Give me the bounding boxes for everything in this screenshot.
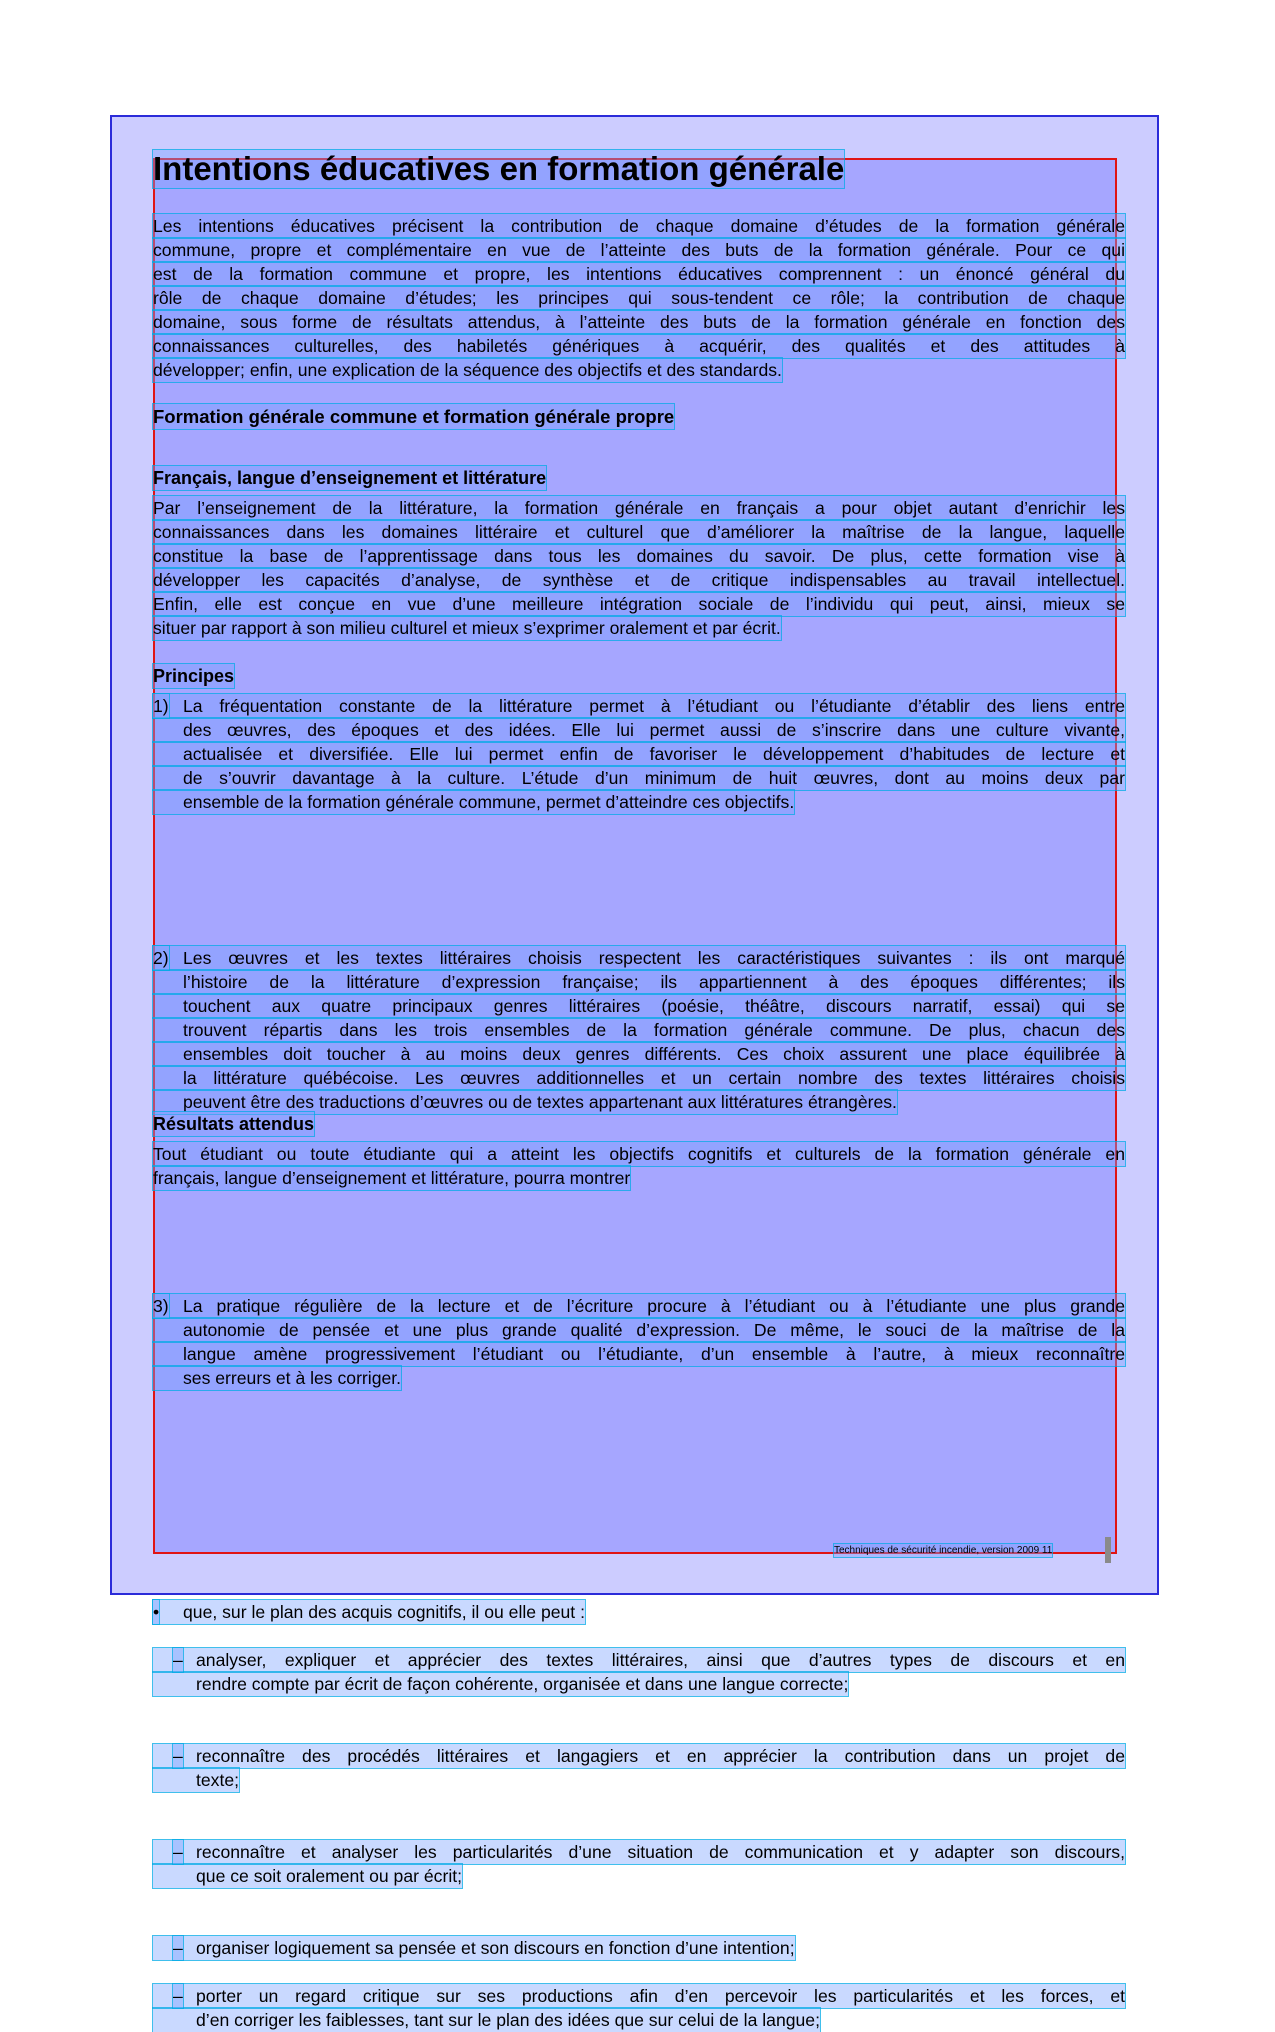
principle-line: de s’ouvrir davantage à la culture. L’étude d’un minimum de huit œuvres, dont au moins deux par xyxy=(153,766,1125,790)
intro-line: domaine, sous forme de résultats attendus, à l’atteinte des buts de la formation générale en fonction des xyxy=(153,312,1125,332)
footer-marker xyxy=(1105,1537,1111,1563)
bullet-item xyxy=(153,1600,1125,1624)
dash-marker: – xyxy=(173,1938,183,1958)
intro-line: est de la formation commune et propre, les intentions éducatives comprennent : un énoncé général du xyxy=(153,264,1125,284)
sub-item xyxy=(153,1840,1125,1888)
sub-item-line: organiser logiquement sa pensée et son discours en fonction d’une intention; xyxy=(153,1936,795,1960)
sub-item-line: texte; xyxy=(153,1768,239,1792)
principle-line: ensembles doit toucher à au moins deux genres différents. Ces choix assurent une place équilibrée à xyxy=(153,1042,1125,1066)
principle-line: actualisée et diversifiée. Elle lui permet enfin de favoriser le développement d’habitudes de lecture et xyxy=(153,742,1125,766)
paragraph-line: Enfin, elle est conçue en vue d’une meilleure intégration sociale de l’individu qui peut, ainsi, mieux se xyxy=(153,594,1125,614)
section-heading-block xyxy=(153,404,1125,429)
results-line: français, langue d’enseignement et littérature, pourra montrer xyxy=(153,1168,631,1188)
principles-heading: Principes xyxy=(153,666,235,686)
french-paragraph xyxy=(153,496,1125,640)
principles-heading-block xyxy=(153,664,1125,688)
principle-number: 1) xyxy=(153,696,169,716)
principle-number: 2) xyxy=(153,948,169,968)
bullet-marker: • xyxy=(153,1602,160,1622)
paragraph-line: Par l’enseignement de la littérature, la formation générale en français a pour objet autant d’enrichir les xyxy=(153,498,1125,518)
intro-line: connaissances culturelles, des habiletés génériques à acquérir, des qualités et des attitudes à xyxy=(153,336,1125,356)
principle-line: peuvent être des traductions d’œuvres ou de textes appartenant aux littératures étrangères. xyxy=(153,1090,897,1114)
principle-line: ensemble de la formation générale commune, permet d’atteindre ces objectifs. xyxy=(153,790,794,814)
principle-line: des œuvres, des époques et des idées. Elle lui permet aussi de s’inscrire dans une culture vivante, xyxy=(153,718,1125,742)
sub-item-line: porter un regard critique sur ses productions afin d’en percevoir les particularités et les forces, et xyxy=(153,1984,1125,2008)
dash-marker: – xyxy=(173,1650,183,1670)
principle-line: la littérature québécoise. Les œuvres additionnelles et un certain nombre des textes littéraires choisis xyxy=(153,1066,1125,1090)
sub-item-line: d’en corriger les faiblesses, tant sur le plan des idées que sur celui de la langue; xyxy=(153,2008,820,2032)
page-footer: Techniques de sécurité incendie, version 2009 11 xyxy=(834,1545,1053,1556)
paragraph-line: situer par rapport à son milieu culturel et mieux s’exprimer oralement et par écrit. xyxy=(153,618,781,638)
intro-line: commune, propre et complémentaire en vue de l’atteinte des buts de la formation générale. Pour ce qui xyxy=(153,240,1125,260)
principle-line: La fréquentation constante de la littérature permet à l’étudiant ou l’étudiante d’établir des liens entre xyxy=(153,694,1125,718)
subsection-heading: Français, langue d’enseignement et littérature xyxy=(153,468,547,488)
intro-line: développer; enfin, une explication de la séquence des objectifs et des standards. xyxy=(153,360,782,380)
principle-line: autonomie de pensée et une plus grande qualité d’expression. De même, le souci de la maîtrise de la xyxy=(153,1318,1125,1342)
sub-item xyxy=(153,1936,1125,1960)
bullet-intro: que, sur le plan des acquis cognitifs, il ou elle peut : xyxy=(153,1600,585,1624)
principle-line: La pratique régulière de la lecture et de l’écriture procure à l’étudiant ou à l’étudiante une plus grande xyxy=(153,1294,1125,1318)
sub-item-line: reconnaître des procédés littéraires et langagiers et en apprécier la contribution dans un projet de xyxy=(153,1744,1125,1768)
intro-line: rôle de chaque domaine d’études; les principes qui sous-tendent ce rôle; la contribution de chaque xyxy=(153,288,1125,308)
principle-number: 3) xyxy=(153,1296,169,1316)
sub-item-line: que ce soit oralement ou par écrit; xyxy=(153,1864,462,1888)
paragraph-line: constitue la base de l’apprentissage dans tous les domaines du savoir. De plus, cette formation vise à xyxy=(153,546,1125,566)
subsection-heading-block xyxy=(153,466,1125,490)
principle-line: ses erreurs et à les corriger. xyxy=(153,1366,401,1390)
results-heading-block xyxy=(153,1112,1125,1136)
results-intro xyxy=(153,1142,1125,1190)
sub-item xyxy=(153,1744,1125,1792)
results-line: Tout étudiant ou toute étudiante qui a atteint les objectifs cognitifs et culturels de la formation générale en xyxy=(153,1144,1125,1164)
paragraph-line: développer les capacités d’analyse, de synthèse et de critique indispensables au travail intellectuel. xyxy=(153,570,1125,590)
title-block xyxy=(153,150,1125,188)
page-title: Intentions éducatives en formation générale xyxy=(153,150,845,187)
section-heading: Formation générale commune et formation générale propre xyxy=(153,406,675,427)
principle-line: l’histoire de la littérature d’expression française; ils appartiennent à des époques différentes; ils xyxy=(153,970,1125,994)
sub-item xyxy=(153,1648,1125,1696)
paragraph-line: connaissances dans les domaines littéraire et culturel que d’améliorer la maîtrise de la langue, laquelle xyxy=(153,522,1125,542)
principle-line: touchent aux quatre principaux genres littéraires (poésie, théâtre, discours narratif, essai) qui se xyxy=(153,994,1125,1018)
sub-item-line: rendre compte par écrit de façon cohérente, organisée et dans une langue correcte; xyxy=(153,1672,848,1696)
results-heading: Résultats attendus xyxy=(153,1114,315,1134)
dash-marker: – xyxy=(173,1842,183,1862)
dash-marker: – xyxy=(173,1986,183,2006)
principle-line: Les œuvres et les textes littéraires choisis respectent les caractéristiques suivantes : ils ont marqué xyxy=(153,946,1125,970)
principle-item xyxy=(153,694,1125,814)
principle-line: trouvent répartis dans les trois ensembles de la formation générale commune. De plus, chacun des xyxy=(153,1018,1125,1042)
intro-paragraph xyxy=(153,214,1125,382)
principle-line: langue amène progressivement l’étudiant ou l’étudiante, d’un ensemble à l’autre, à mieux reconnaître xyxy=(153,1342,1125,1366)
sub-item-line: reconnaître et analyser les particularités d’une situation de communication et y adapter son discours, xyxy=(153,1840,1125,1864)
dash-marker: – xyxy=(173,1746,183,1766)
sub-item xyxy=(153,1984,1125,2032)
principle-item xyxy=(153,946,1125,1114)
intro-line: Les intentions éducatives précisent la contribution de chaque domaine d’études de la formation générale xyxy=(153,216,1125,236)
sub-item-line: analyser, expliquer et apprécier des textes littéraires, ainsi que d’autres types de discours et en xyxy=(153,1648,1125,1672)
principle-item xyxy=(153,1294,1125,1390)
